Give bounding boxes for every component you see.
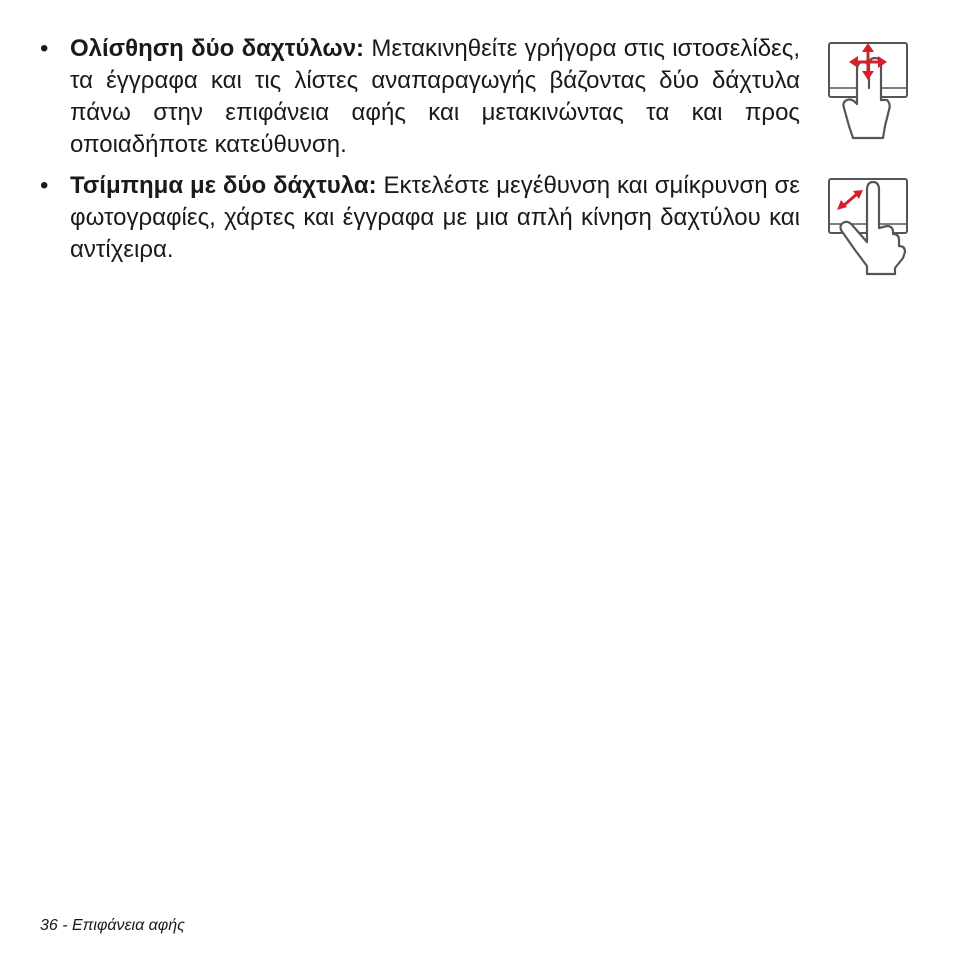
bullet: • bbox=[40, 172, 49, 199]
bullet: • bbox=[40, 35, 49, 62]
page-footer: 36 - Επιφάνεια αφής bbox=[40, 917, 185, 934]
gesture-text: Μετακινηθείτε γρήγορα στις ιστοσελίδες, τα έγγραφα και τις λίστες αναπαραγωγής βάζοντας δύο δάχτυλα πάνω στην επιφάνεια αφής και μετακινώντας τα και προς οποιαδήποτε κατεύθυνση. bbox=[70, 35, 800, 158]
gesture-description bbox=[70, 170, 800, 266]
gesture-description bbox=[70, 33, 800, 161]
gesture-title: Τσίμπημα με δύο δάχτυλα: bbox=[70, 172, 377, 199]
gesture-title: Ολίσθηση δύο δαχτύλων: bbox=[70, 35, 365, 62]
two-finger-pinch-icon bbox=[827, 176, 909, 276]
gesture-text: Εκτελέστε μεγέθυνση και σμίκρυνση σε φωτογραφίες, χάρτες και έγγραφα με μια απλή κίνηση δαχτύλου και αντίχειρα. bbox=[70, 172, 801, 263]
two-finger-scroll-icon bbox=[827, 40, 909, 142]
